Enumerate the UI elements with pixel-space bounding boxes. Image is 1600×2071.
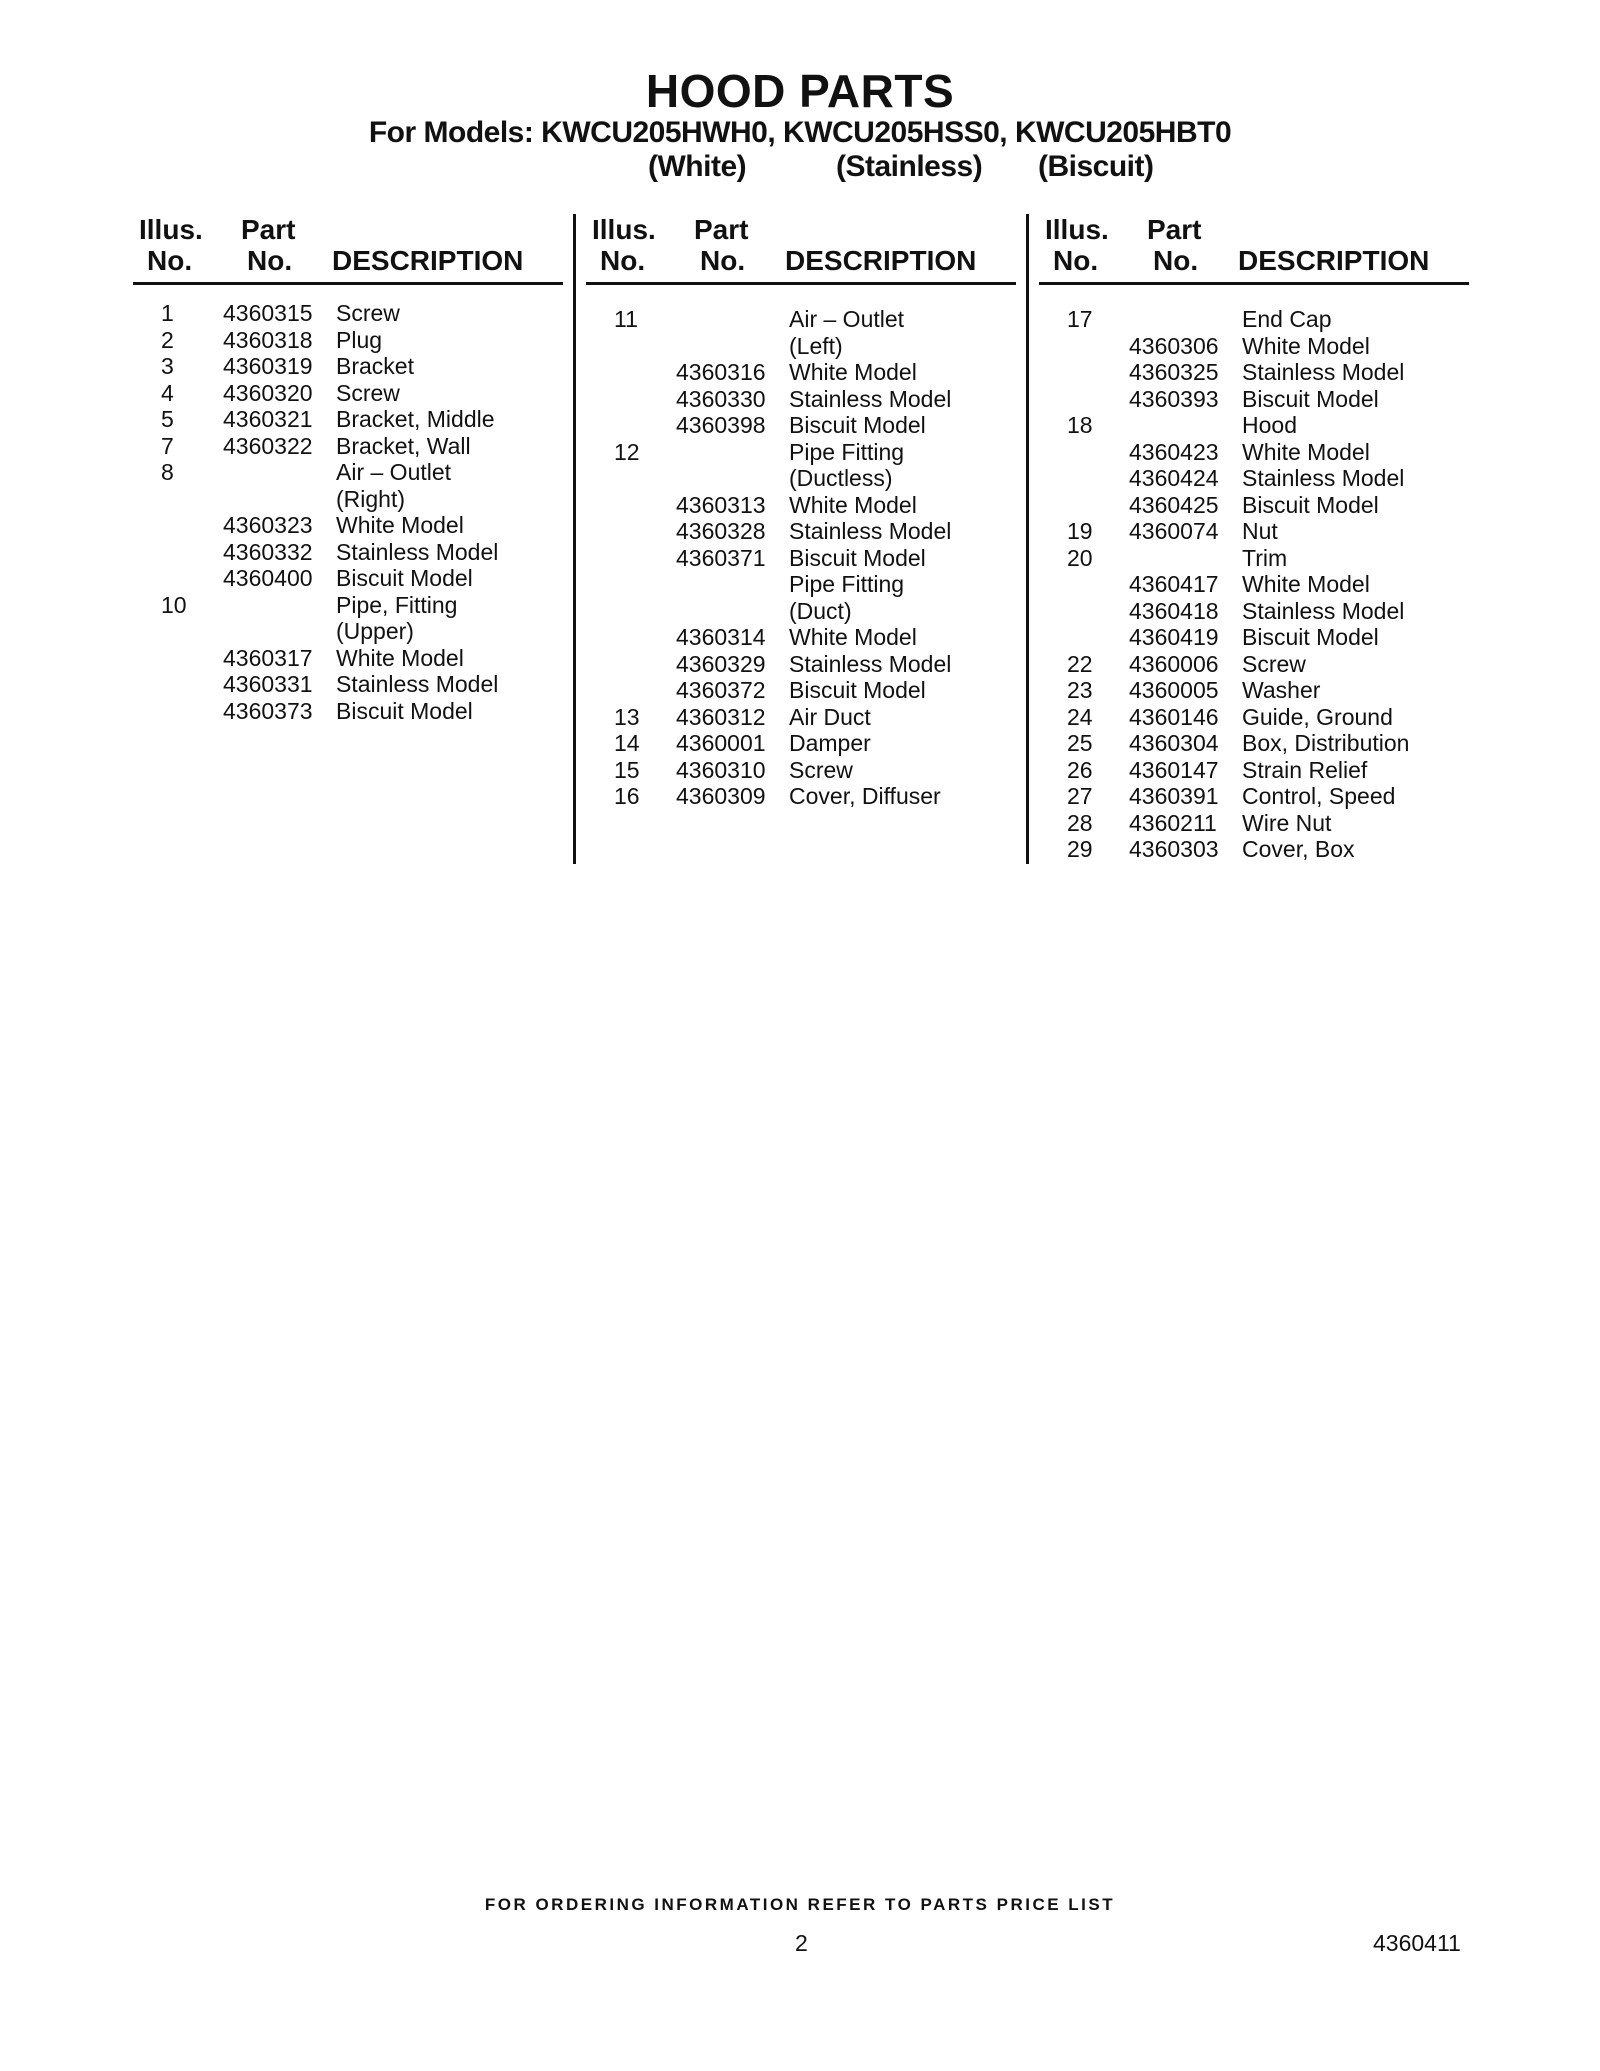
part-number: 4360331	[223, 671, 313, 697]
part-description: Biscuit Model	[789, 677, 926, 703]
part-number: 4360309	[676, 783, 766, 809]
part-row	[133, 645, 553, 672]
part-description: Biscuit Model	[1242, 624, 1379, 650]
finish-biscuit: (Biscuit)	[1038, 150, 1154, 183]
header-illus-no: No.	[600, 245, 646, 276]
part-row	[586, 677, 1006, 704]
illus-number: 17	[1067, 306, 1093, 332]
part-row	[133, 618, 553, 645]
part-number: 4360006	[1129, 650, 1219, 677]
part-description: White Model	[789, 491, 917, 518]
part-number: 4360425	[1129, 491, 1219, 518]
part-number: 4360316	[676, 359, 766, 385]
page-title: HOOD PARTS	[645, 65, 955, 117]
part-number: 4360325	[1129, 359, 1219, 385]
part-description: Washer	[1242, 677, 1321, 703]
part-row	[586, 359, 1006, 386]
part-description: Pipe Fitting	[789, 438, 905, 465]
part-number: 4360371	[676, 544, 766, 571]
header-rule	[1039, 282, 1469, 285]
part-number: 4360001	[676, 730, 766, 756]
part-description: (Upper)	[336, 618, 414, 644]
part-number: 4360323	[223, 512, 313, 538]
part-description: Biscuit Model	[1242, 491, 1379, 518]
part-row	[1039, 545, 1459, 572]
part-row	[133, 406, 553, 433]
part-description: White Model	[336, 512, 464, 538]
illus-number: 3	[161, 353, 174, 379]
part-row	[133, 433, 553, 460]
part-row	[133, 486, 553, 513]
part-number: 4360315	[223, 300, 313, 326]
part-number: 4360321	[223, 406, 313, 432]
part-number: 4360329	[676, 650, 766, 677]
part-description: Biscuit Model	[336, 565, 473, 591]
parts-list	[1039, 306, 1459, 863]
part-description: Stainless Model	[1242, 359, 1405, 385]
part-description: Air – Outlet	[789, 306, 905, 332]
illus-number: 10	[161, 591, 187, 618]
parts-list	[133, 300, 553, 724]
parts-list	[586, 306, 1006, 810]
part-row	[586, 386, 1006, 413]
part-number: 4360074	[1129, 518, 1219, 544]
part-row	[1039, 439, 1459, 466]
illus-number: 20	[1067, 544, 1093, 571]
part-row	[1039, 836, 1459, 863]
part-row	[586, 730, 1006, 757]
part-description: Cover, Box	[1242, 836, 1355, 862]
part-row	[133, 539, 553, 566]
part-description: End Cap	[1242, 306, 1332, 332]
part-number: 4360312	[676, 703, 766, 730]
part-row	[133, 380, 553, 407]
illus-number: 1	[161, 300, 174, 326]
part-number: 4360391	[1129, 783, 1219, 809]
part-number: 4360417	[1129, 571, 1219, 597]
header-illus: Illus.	[1045, 214, 1109, 245]
illus-number: 12	[614, 438, 640, 465]
illus-number: 13	[614, 703, 640, 730]
part-number: 4360328	[676, 518, 766, 544]
illus-number: 11	[614, 306, 638, 332]
part-row	[1039, 677, 1459, 704]
header-part-no: No.	[247, 245, 293, 276]
part-description: Stainless Model	[789, 518, 952, 544]
part-row	[586, 465, 1006, 492]
part-number: 4360393	[1129, 385, 1219, 412]
header-part: Part	[1147, 214, 1202, 245]
column-header	[133, 214, 563, 276]
part-row	[1039, 757, 1459, 784]
parts-column-3	[1039, 214, 1469, 862]
part-row	[586, 783, 1006, 810]
part-description: Air Duct	[789, 703, 871, 730]
part-row	[586, 704, 1006, 731]
part-row	[586, 757, 1006, 784]
part-row	[133, 353, 553, 380]
part-row	[1039, 598, 1459, 625]
part-description: Bracket	[336, 353, 414, 379]
part-number: 4360306	[1129, 332, 1219, 359]
part-row	[1039, 465, 1459, 492]
part-description: White Model	[1242, 438, 1370, 465]
part-row	[586, 598, 1006, 625]
part-number: 4360330	[676, 385, 766, 412]
part-row	[1039, 783, 1459, 810]
part-row	[586, 333, 1006, 360]
part-row	[586, 492, 1006, 519]
part-number: 4360400	[223, 565, 313, 591]
part-description: White Model	[1242, 571, 1370, 597]
part-description: Stainless Model	[789, 650, 952, 677]
illus-number: 24	[1067, 703, 1093, 730]
part-row	[133, 327, 553, 354]
part-row	[133, 459, 553, 486]
header-description: DESCRIPTION	[332, 245, 524, 276]
part-row	[1039, 704, 1459, 731]
part-row	[1039, 518, 1459, 545]
part-number: 4360319	[223, 353, 313, 379]
part-row	[586, 306, 1006, 333]
header-rule	[586, 282, 1016, 285]
header-part-no: No.	[700, 245, 746, 276]
part-description: (Ductless)	[789, 465, 893, 491]
part-number: 4360147	[1129, 756, 1219, 783]
part-description: Plug	[336, 326, 383, 353]
column-header	[1039, 214, 1469, 276]
part-number: 4360419	[1129, 624, 1219, 650]
part-description: Screw	[336, 379, 400, 406]
illus-number: 5	[161, 406, 174, 432]
part-number: 4360398	[676, 412, 766, 438]
part-number: 4360372	[676, 677, 766, 703]
illus-number: 26	[1067, 756, 1093, 783]
illus-number: 15	[614, 756, 640, 783]
page-number: 2	[795, 1930, 808, 1956]
part-row	[133, 671, 553, 698]
part-number: 4360211	[1129, 809, 1217, 836]
header-illus: Illus.	[592, 214, 656, 245]
part-description: Hood	[1242, 412, 1297, 438]
part-description: Stainless Model	[1242, 597, 1405, 624]
part-row	[1039, 624, 1459, 651]
illus-number: 14	[614, 730, 640, 756]
part-row	[133, 512, 553, 539]
part-description: White Model	[789, 359, 917, 385]
part-description: Bracket, Middle	[336, 406, 495, 432]
header-part-no: No.	[1153, 245, 1199, 276]
illus-number: 19	[1067, 518, 1093, 544]
header-illus: Illus.	[139, 214, 203, 245]
part-number: 4360322	[223, 432, 313, 459]
illus-number: 25	[1067, 730, 1093, 756]
illus-number: 29	[1067, 836, 1093, 862]
header-rule	[133, 282, 563, 285]
part-number: 4360310	[676, 756, 766, 783]
part-row	[1039, 306, 1459, 333]
part-description: White Model	[789, 624, 917, 650]
part-row	[586, 651, 1006, 678]
part-description: Pipe, Fitting	[336, 591, 458, 618]
part-row	[1039, 810, 1459, 837]
part-number: 4360424	[1129, 465, 1219, 491]
part-description: Strain Relief	[1242, 756, 1368, 783]
part-row	[133, 592, 553, 619]
part-row	[1039, 492, 1459, 519]
part-number: 4360146	[1129, 703, 1219, 730]
part-number: 4360314	[676, 624, 766, 650]
part-description: White Model	[1242, 332, 1370, 359]
column-divider	[1026, 214, 1029, 864]
header-illus-no: No.	[1053, 245, 1099, 276]
illus-number: 27	[1067, 783, 1093, 809]
part-number: 4360373	[223, 697, 313, 724]
header-description: DESCRIPTION	[785, 245, 977, 276]
illus-number: 18	[1067, 412, 1093, 438]
part-description: Box, Distribution	[1242, 730, 1410, 756]
part-description: (Right)	[336, 485, 406, 512]
part-description: Biscuit Model	[1242, 385, 1379, 412]
part-description: White Model	[336, 644, 464, 671]
part-number: 4360317	[223, 644, 313, 671]
ordering-note: FOR ORDERING INFORMATION REFER TO PARTS PRICE LIST	[484, 1895, 1116, 1914]
part-description: Air – Outlet	[336, 459, 452, 485]
part-number: 4360304	[1129, 730, 1219, 756]
part-number: 4360005	[1129, 677, 1219, 703]
part-description: Stainless Model	[789, 385, 952, 412]
part-row	[133, 300, 553, 327]
header-illus-no: No.	[147, 245, 193, 276]
part-description: Stainless Model	[1242, 465, 1405, 491]
part-description: Nut	[1242, 518, 1278, 544]
part-row	[1039, 412, 1459, 439]
part-description: Screw	[789, 756, 853, 783]
part-description: (Left)	[789, 332, 843, 359]
part-description: Stainless Model	[336, 538, 499, 565]
part-row	[586, 518, 1006, 545]
part-row	[133, 698, 553, 725]
part-description: Biscuit Model	[789, 544, 926, 571]
part-row	[586, 624, 1006, 651]
illus-number: 16	[614, 783, 640, 809]
finish-stainless: (Stainless)	[836, 150, 983, 183]
part-number: 4360423	[1129, 438, 1219, 465]
illus-number: 22	[1067, 650, 1093, 677]
part-row	[133, 565, 553, 592]
part-row	[1039, 651, 1459, 678]
illus-number: 8	[161, 459, 174, 485]
part-description: Biscuit Model	[789, 412, 926, 438]
part-description: Wire Nut	[1242, 809, 1332, 836]
header-description: DESCRIPTION	[1238, 245, 1430, 276]
part-number: 4360318	[223, 326, 313, 353]
illus-number: 4	[161, 379, 174, 406]
part-description: Guide, Ground	[1242, 703, 1393, 730]
column-header	[586, 214, 1016, 276]
part-description: Screw	[1242, 650, 1306, 677]
column-divider	[573, 214, 576, 864]
part-row	[1039, 333, 1459, 360]
part-description: (Duct)	[789, 597, 852, 624]
header-part: Part	[241, 214, 296, 245]
part-number: 4360313	[676, 491, 766, 518]
part-description: Stainless Model	[336, 671, 499, 697]
illus-number: 23	[1067, 677, 1093, 703]
header-part: Part	[694, 214, 749, 245]
part-row	[1039, 386, 1459, 413]
part-description: Cover, Diffuser	[789, 783, 941, 809]
illus-number: 28	[1067, 809, 1093, 836]
finish-white: (White)	[648, 150, 747, 183]
parts-column-2	[586, 214, 1016, 809]
part-description: Bracket, Wall	[336, 432, 471, 459]
part-row	[586, 545, 1006, 572]
part-row	[586, 439, 1006, 466]
part-number: 4360332	[223, 538, 313, 565]
part-row	[1039, 359, 1459, 386]
part-row	[586, 571, 1006, 598]
part-description: Trim	[1242, 544, 1288, 571]
part-description: Damper	[789, 730, 871, 756]
part-number: 4360303	[1129, 836, 1219, 862]
parts-column-1	[133, 214, 563, 724]
part-description: Biscuit Model	[336, 697, 473, 724]
part-number: 4360320	[223, 379, 313, 406]
models-subtitle: For Models: KWCU205HWH0, KWCU205HSS0, KWCU205HBT0	[368, 116, 1232, 149]
illus-number: 2	[161, 326, 174, 353]
illus-number: 7	[161, 432, 174, 459]
part-description: Control, Speed	[1242, 783, 1396, 809]
part-description: Screw	[336, 300, 400, 326]
part-row	[1039, 571, 1459, 598]
part-number: 4360418	[1129, 597, 1219, 624]
part-row	[586, 412, 1006, 439]
part-description: Pipe Fitting	[789, 571, 905, 597]
document-number: 4360411	[1373, 1930, 1461, 1956]
part-row	[1039, 730, 1459, 757]
